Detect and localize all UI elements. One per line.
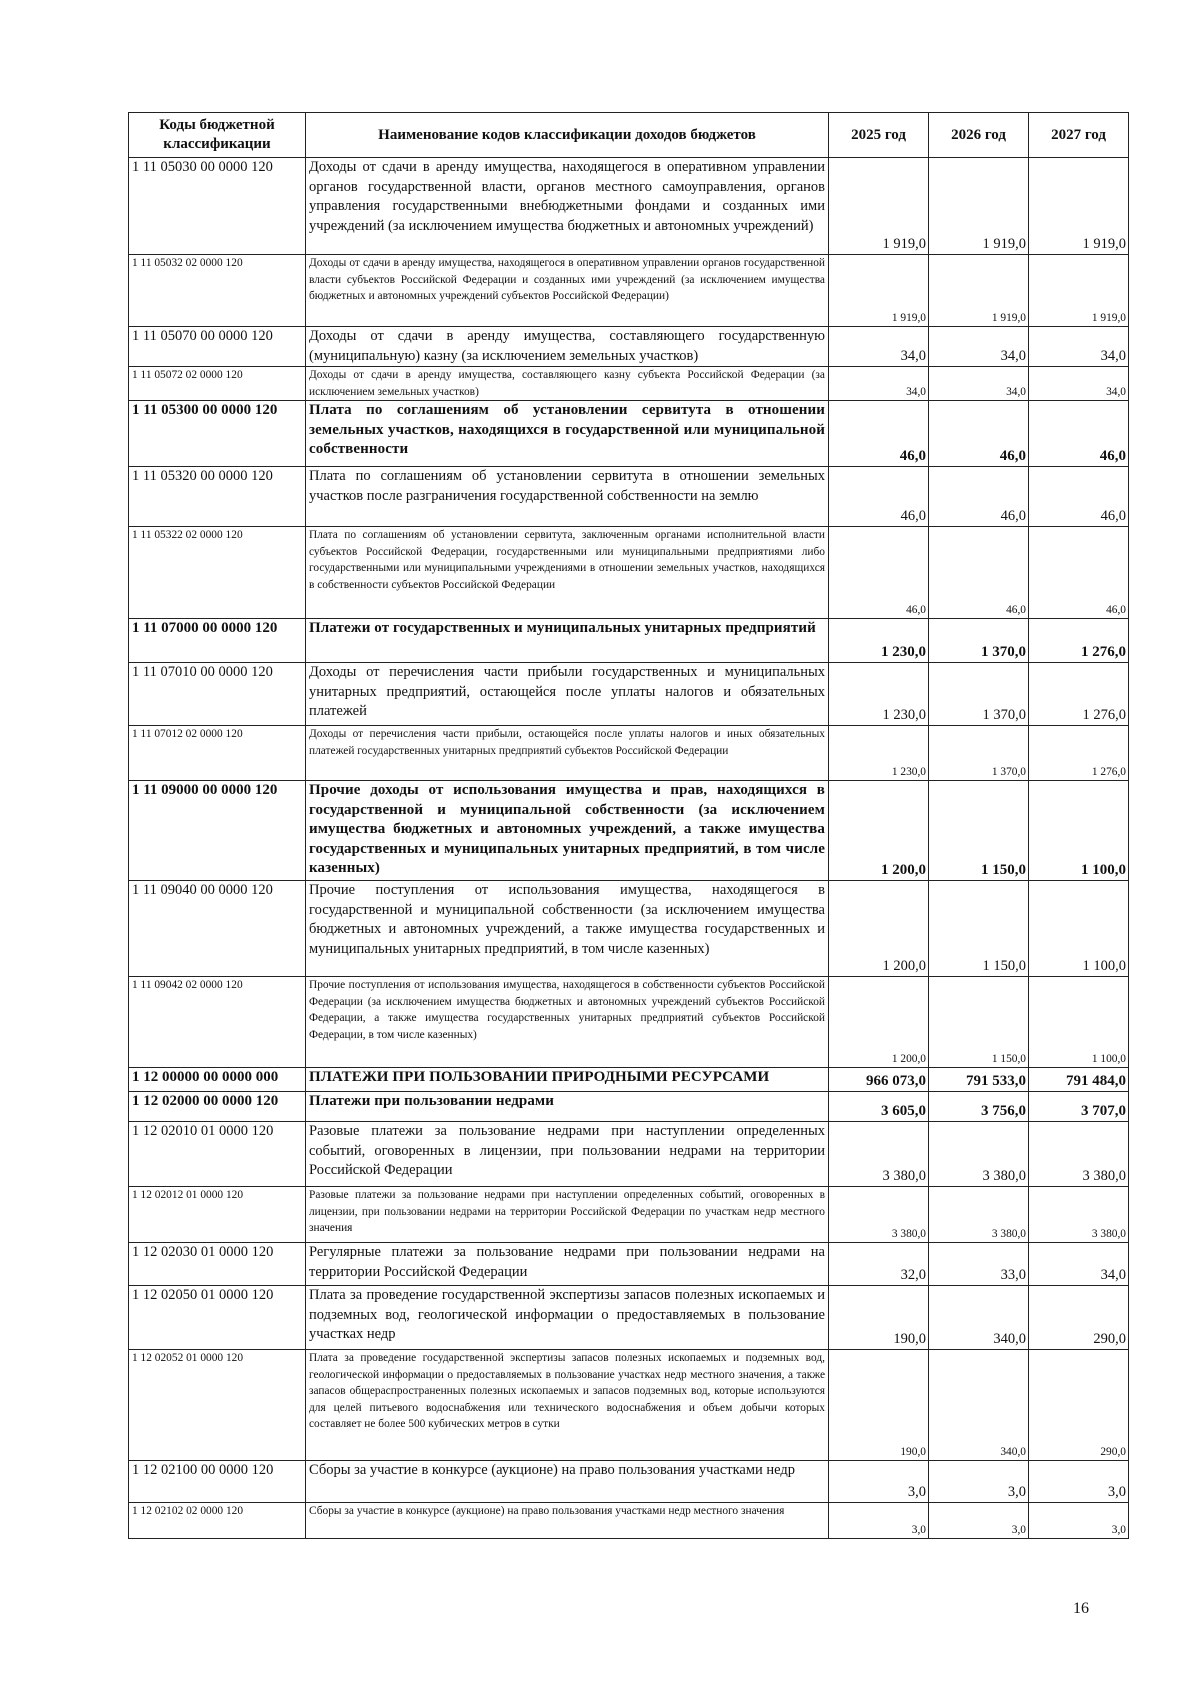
table-row <box>129 158 1129 255</box>
row-value-2027: 34,0 <box>1029 1243 1129 1286</box>
table-row <box>129 1068 1129 1092</box>
row-name: Доходы от сдачи в аренду имущества, находящегося в оперативном управлении органов государственной власти, органов местного самоуправления, органов управления государственными внебюджетными фондами и созданных ими учреждений (за исключением имущества бюджетных и автономных учреждений) <box>306 158 829 255</box>
table-row <box>129 663 1129 726</box>
row-code: 1 12 02100 00 0000 120 <box>129 1461 306 1503</box>
row-value-2026: 34,0 <box>929 327 1029 367</box>
row-value-2027: 46,0 <box>1029 527 1129 619</box>
table-row <box>129 1243 1129 1286</box>
row-value-2025: 1 230,0 <box>829 663 929 726</box>
row-value-2027: 791 484,0 <box>1029 1068 1129 1092</box>
table-row <box>129 1092 1129 1122</box>
row-name: Сборы за участие в конкурсе (аукционе) на право пользования участками недр <box>306 1461 829 1503</box>
row-value-2026: 3,0 <box>929 1461 1029 1503</box>
row-value-2025: 32,0 <box>829 1243 929 1286</box>
row-code: 1 12 02102 02 0000 120 <box>129 1503 306 1539</box>
row-value-2026: 791 533,0 <box>929 1068 1029 1092</box>
row-name: Доходы от сдачи в аренду имущества, находящегося в оперативном управлении органов государственной власти субъектов Российской Федерации и созданных ими учреждений (за исключением имущества бюджетных и автономных учреждений субъектов Российской Федерации) <box>306 255 829 327</box>
row-name: Доходы от перечисления части прибыли, остающейся после уплаты налогов и иных обязательных платежей государственных унитарных предприятий субъектов Российской Федерации <box>306 726 829 781</box>
table-row <box>129 1187 1129 1243</box>
row-value-2025: 1 200,0 <box>829 881 929 977</box>
row-name: Прочие доходы от использования имущества и прав, находящихся в государственной и муниципальной собственности (за исключением имущества бюджетных и автономных учреждений, а также имущества государственных и муниципальных унитарных предприятий, в том числе казенных) <box>306 781 829 881</box>
row-value-2026: 340,0 <box>929 1350 1029 1461</box>
row-code: 1 12 02010 01 0000 120 <box>129 1122 306 1187</box>
row-value-2026: 1 919,0 <box>929 158 1029 255</box>
row-name: Доходы от сдачи в аренду имущества, составляющего государственную (муниципальную) казну (за исключением земельных участков) <box>306 327 829 367</box>
row-value-2027: 3 380,0 <box>1029 1187 1129 1243</box>
row-value-2027: 1 100,0 <box>1029 977 1129 1068</box>
row-code: 1 11 07000 00 0000 120 <box>129 619 306 663</box>
table-header-row <box>129 113 1129 158</box>
header-code: Коды бюджетной классификации <box>129 113 306 158</box>
table-row <box>129 327 1129 367</box>
header-2027: 2027 год <box>1029 113 1129 158</box>
row-name: Разовые платежи за пользование недрами при наступлении определенных событий, оговоренных в лицензии, при пользовании недрами на территории Российской Федерации <box>306 1122 829 1187</box>
row-name: Плата по соглашениям об установлении сервитута в отношении земельных участков после разграничения государственной собственности на землю <box>306 467 829 527</box>
table-row <box>129 367 1129 401</box>
row-value-2027: 3 380,0 <box>1029 1122 1129 1187</box>
table-row <box>129 1286 1129 1350</box>
table-row <box>129 255 1129 327</box>
table-row <box>129 1122 1129 1187</box>
row-value-2026: 34,0 <box>929 367 1029 401</box>
row-value-2025: 1 230,0 <box>829 726 929 781</box>
table-row <box>129 726 1129 781</box>
row-value-2027: 290,0 <box>1029 1286 1129 1350</box>
row-value-2027: 1 276,0 <box>1029 619 1129 663</box>
header-2026: 2026 год <box>929 113 1029 158</box>
row-name: Платежи от государственных и муниципальных унитарных предприятий <box>306 619 829 663</box>
table-row <box>129 619 1129 663</box>
row-value-2026: 1 919,0 <box>929 255 1029 327</box>
budget-revenue-table <box>128 112 1129 1539</box>
row-value-2027: 1 100,0 <box>1029 781 1129 881</box>
row-value-2025: 1 919,0 <box>829 255 929 327</box>
row-value-2025: 966 073,0 <box>829 1068 929 1092</box>
row-code: 1 12 00000 00 0000 000 <box>129 1068 306 1092</box>
row-value-2025: 46,0 <box>829 467 929 527</box>
row-value-2025: 3,0 <box>829 1461 929 1503</box>
row-code: 1 12 02050 01 0000 120 <box>129 1286 306 1350</box>
row-code: 1 11 09000 00 0000 120 <box>129 781 306 881</box>
row-value-2027: 1 276,0 <box>1029 663 1129 726</box>
row-name: Регулярные платежи за пользование недрами при пользовании недрами на территории Российской Федерации <box>306 1243 829 1286</box>
row-value-2026: 46,0 <box>929 527 1029 619</box>
row-value-2027: 46,0 <box>1029 467 1129 527</box>
row-value-2027: 3,0 <box>1029 1503 1129 1539</box>
row-name: Сборы за участие в конкурсе (аукционе) на право пользования участками недр местного значения <box>306 1503 829 1539</box>
row-value-2027: 1 100,0 <box>1029 881 1129 977</box>
row-name: Плата по соглашениям об установлении сервитута в отношении земельных участков, находящихся в государственной или муниципальной собственности <box>306 401 829 467</box>
header-2025: 2025 год <box>829 113 929 158</box>
row-value-2026: 3 756,0 <box>929 1092 1029 1122</box>
row-value-2026: 46,0 <box>929 401 1029 467</box>
row-value-2026: 3,0 <box>929 1503 1029 1539</box>
row-value-2025: 1 200,0 <box>829 977 929 1068</box>
budget-table-wrapper <box>128 112 1129 1539</box>
row-value-2027: 46,0 <box>1029 401 1129 467</box>
row-value-2027: 290,0 <box>1029 1350 1129 1461</box>
row-value-2026: 33,0 <box>929 1243 1029 1286</box>
row-name: Прочие поступления от использования имущества, находящегося в государственной и муниципальной собственности (за исключением имущества бюджетных и автономных учреждений, а также имущества государственных и муниципальных унитарных предприятий, в том числе казенных) <box>306 881 829 977</box>
row-name: Плата за проведение государственной экспертизы запасов полезных ископаемых и подземных вод, геологической информации о предоставляемых в пользование участках недр <box>306 1286 829 1350</box>
row-value-2025: 46,0 <box>829 527 929 619</box>
row-value-2025: 3,0 <box>829 1503 929 1539</box>
row-code: 1 11 05072 02 0000 120 <box>129 367 306 401</box>
row-value-2027: 3,0 <box>1029 1461 1129 1503</box>
table-row <box>129 977 1129 1068</box>
row-value-2025: 1 200,0 <box>829 781 929 881</box>
row-value-2025: 1 230,0 <box>829 619 929 663</box>
row-value-2027: 34,0 <box>1029 367 1129 401</box>
row-value-2026: 1 370,0 <box>929 619 1029 663</box>
row-value-2025: 1 919,0 <box>829 158 929 255</box>
row-code: 1 11 05320 00 0000 120 <box>129 467 306 527</box>
row-name: Прочие поступления от использования имущества, находящегося в собственности субъектов Российской Федерации (за исключением имущества бюджетных и автономных учреждений субъектов Российской Федерации, а также имущества государственных унитарных предприятий субъектов Российской Федерации, в том числе казенных) <box>306 977 829 1068</box>
row-value-2025: 190,0 <box>829 1286 929 1350</box>
row-value-2026: 340,0 <box>929 1286 1029 1350</box>
row-code: 1 11 05070 00 0000 120 <box>129 327 306 367</box>
row-code: 1 11 07010 00 0000 120 <box>129 663 306 726</box>
row-value-2025: 34,0 <box>829 367 929 401</box>
table-row <box>129 1503 1129 1539</box>
row-code: 1 11 05300 00 0000 120 <box>129 401 306 467</box>
row-value-2027: 3 707,0 <box>1029 1092 1129 1122</box>
row-name: Платежи при пользовании недрами <box>306 1092 829 1122</box>
row-value-2025: 3 605,0 <box>829 1092 929 1122</box>
row-value-2027: 1 919,0 <box>1029 158 1129 255</box>
table-row <box>129 1350 1129 1461</box>
row-value-2025: 190,0 <box>829 1350 929 1461</box>
row-code: 1 11 05030 00 0000 120 <box>129 158 306 255</box>
page-number: 16 <box>1073 1600 1089 1617</box>
row-value-2026: 3 380,0 <box>929 1187 1029 1243</box>
row-name: Доходы от сдачи в аренду имущества, составляющего казну субъекта Российской Федерации (за исключением земельных участков) <box>306 367 829 401</box>
row-value-2025: 46,0 <box>829 401 929 467</box>
row-value-2027: 34,0 <box>1029 327 1129 367</box>
row-code: 1 11 05322 02 0000 120 <box>129 527 306 619</box>
row-code: 1 12 02012 01 0000 120 <box>129 1187 306 1243</box>
row-code: 1 12 02000 00 0000 120 <box>129 1092 306 1122</box>
row-value-2027: 1 276,0 <box>1029 726 1129 781</box>
row-code: 1 12 02030 01 0000 120 <box>129 1243 306 1286</box>
table-row <box>129 401 1129 467</box>
row-name: Доходы от перечисления части прибыли государственных и муниципальных унитарных предприятий, остающейся после уплаты налогов и обязательных платежей <box>306 663 829 726</box>
table-row <box>129 781 1129 881</box>
row-name: Плата по соглашениям об установлении сервитута, заключенным органами исполнительной власти субъектов Российской Федерации, государственными или муниципальными предприятиями либо государственными или муниципальными учреждениями в отношении земельных участков, находящихся в собственности субъектов Российской Федерации <box>306 527 829 619</box>
row-name: Разовые платежи за пользование недрами при наступлении определенных событий, оговоренных в лицензии, при пользовании недрами на территории Российской Федерации по участкам недр местного значения <box>306 1187 829 1243</box>
row-value-2027: 1 919,0 <box>1029 255 1129 327</box>
row-value-2026: 1 150,0 <box>929 977 1029 1068</box>
row-code: 1 11 09042 02 0000 120 <box>129 977 306 1068</box>
row-code: 1 11 05032 02 0000 120 <box>129 255 306 327</box>
table-row <box>129 527 1129 619</box>
row-value-2026: 46,0 <box>929 467 1029 527</box>
row-value-2026: 1 150,0 <box>929 881 1029 977</box>
header-name: Наименование кодов классификации доходов бюджетов <box>306 113 829 158</box>
row-value-2025: 3 380,0 <box>829 1122 929 1187</box>
row-value-2026: 1 370,0 <box>929 726 1029 781</box>
table-row <box>129 1461 1129 1503</box>
row-value-2025: 34,0 <box>829 327 929 367</box>
row-value-2026: 3 380,0 <box>929 1122 1029 1187</box>
row-code: 1 12 02052 01 0000 120 <box>129 1350 306 1461</box>
row-code: 1 11 07012 02 0000 120 <box>129 726 306 781</box>
table-row <box>129 881 1129 977</box>
table-row <box>129 467 1129 527</box>
row-name: ПЛАТЕЖИ ПРИ ПОЛЬЗОВАНИИ ПРИРОДНЫМИ РЕСУРСАМИ <box>306 1068 829 1092</box>
row-value-2026: 1 150,0 <box>929 781 1029 881</box>
row-value-2025: 3 380,0 <box>829 1187 929 1243</box>
row-value-2026: 1 370,0 <box>929 663 1029 726</box>
row-name: Плата за проведение государственной экспертизы запасов полезных ископаемых и подземных вод, геологической информации о предоставляемых в пользование участках недр местного значения, а также запасов общераспространенных полезных ископаемых и запасов подземных вод, которые используются для целей питьевого водоснабжения или технического водоснабжения и объем добычи которых составляет не более 500 кубических метров в сутки <box>306 1350 829 1461</box>
row-code: 1 11 09040 00 0000 120 <box>129 881 306 977</box>
